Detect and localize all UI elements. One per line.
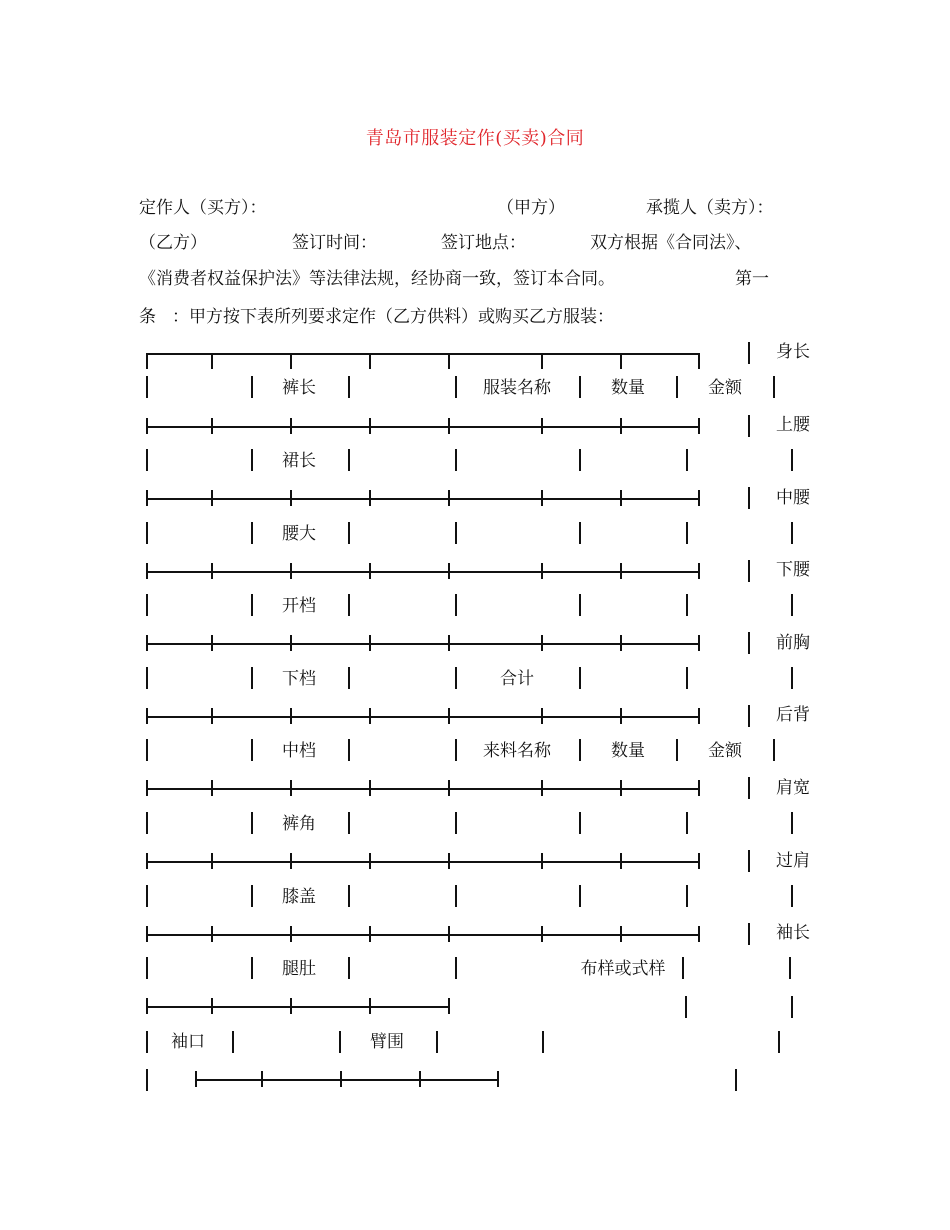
rule-tick [369, 998, 371, 1014]
rule-tick [369, 780, 371, 796]
rule-tick [261, 1071, 263, 1087]
cell-border [735, 1069, 737, 1091]
rule-tick [369, 853, 371, 869]
right-label: 上腰 [776, 415, 810, 435]
cell-border [748, 342, 750, 364]
rule-tick [448, 563, 450, 579]
rule-tick [146, 708, 148, 724]
cell-border [686, 449, 688, 471]
cell-border [748, 923, 750, 945]
cell-border [348, 594, 350, 616]
cell-border [789, 957, 791, 979]
rule-tick [146, 490, 148, 506]
rule-tick [211, 490, 213, 506]
cell-border [348, 376, 350, 398]
cell-border [251, 449, 253, 471]
row-label: 裙长 [282, 451, 316, 471]
rule-tick [698, 563, 700, 579]
cell-border [348, 957, 350, 979]
rule-tick [497, 1071, 499, 1087]
rule-tick [211, 780, 213, 796]
rule-tick [211, 635, 213, 651]
table-rule [146, 716, 699, 718]
rule-tick [620, 853, 622, 869]
cell-border [455, 957, 457, 979]
rule-tick [541, 780, 543, 796]
seller-label: 承揽人（卖方）： [646, 198, 774, 218]
rule-tick [698, 708, 700, 724]
cell-border [251, 739, 253, 761]
buyer-label: 定作人（买方）： [139, 198, 267, 218]
rule-tick [146, 418, 148, 434]
rule-tick [369, 563, 371, 579]
right-label: 过肩 [776, 851, 810, 871]
rule-tick [448, 708, 450, 724]
cell-border [348, 885, 350, 907]
rule-tick [541, 635, 543, 651]
cell-border [579, 812, 581, 834]
row-label: 中档 [282, 741, 316, 761]
table-rule [146, 861, 699, 863]
rule-tick [290, 780, 292, 796]
cell-border [339, 1031, 341, 1053]
cell-border [748, 705, 750, 727]
rule-tick [541, 490, 543, 506]
rule-tick [620, 708, 622, 724]
rule-tick [146, 563, 148, 579]
party-a-label: （甲方） [497, 198, 565, 218]
cell-border [146, 957, 148, 979]
table-rule [146, 934, 699, 936]
garment-name-header: 服装名称 [483, 378, 551, 398]
cell-border [455, 522, 457, 544]
rule-tick [211, 708, 213, 724]
rule-tick [290, 853, 292, 869]
cell-border [791, 522, 793, 544]
rule-tick [541, 418, 543, 434]
cell-border [748, 850, 750, 872]
right-label: 肩宽 [776, 778, 810, 798]
rule-tick [211, 998, 213, 1014]
cell-border [579, 376, 581, 398]
rule-tick [620, 780, 622, 796]
cell-border [146, 1069, 148, 1091]
row-label: 开档 [282, 596, 316, 616]
table-rule [146, 1006, 448, 1008]
cell-border [748, 777, 750, 799]
rule-tick [211, 853, 213, 869]
rule-tick [369, 926, 371, 942]
rule-tick [448, 353, 450, 369]
cell-border [455, 376, 457, 398]
cell-border [579, 739, 581, 761]
table-rule [146, 643, 699, 645]
rule-tick [369, 353, 371, 369]
row-label: 下档 [282, 669, 316, 689]
cell-border [676, 376, 678, 398]
cell-border [579, 667, 581, 689]
cell-border [146, 522, 148, 544]
rule-tick [698, 635, 700, 651]
rule-tick [698, 490, 700, 506]
row-label: 腿肚 [282, 959, 316, 979]
rule-tick [541, 353, 543, 369]
laws-text: 《消费者权益保护法》等法律法规，经协商一致，签订本合同。 [139, 269, 615, 289]
cell-border [579, 449, 581, 471]
cell-border [778, 1031, 780, 1053]
amount-header: 金额 [708, 741, 742, 761]
cell-border [348, 522, 350, 544]
row-label: 裤长 [282, 378, 316, 398]
rule-tick [146, 998, 148, 1014]
party-b-label: （乙方） [139, 233, 207, 253]
cuff-label: 袖口 [171, 1032, 205, 1052]
cell-border [773, 376, 775, 398]
cell-border [686, 522, 688, 544]
article-word: 第一 [735, 269, 769, 289]
rule-tick [290, 708, 292, 724]
material-name-header: 来料名称 [483, 741, 551, 761]
cell-border [251, 667, 253, 689]
cell-border [676, 739, 678, 761]
rule-tick [211, 353, 213, 369]
right-label: 后背 [776, 705, 810, 725]
sign-place-label: 签订地点： [441, 233, 526, 253]
rule-tick [211, 563, 213, 579]
right-label: 袖长 [776, 923, 810, 943]
rule-tick [620, 418, 622, 434]
rule-tick [620, 490, 622, 506]
rule-tick [290, 998, 292, 1014]
rule-tick [541, 708, 543, 724]
cell-border [348, 449, 350, 471]
article-text: ：甲方按下表所列要求定作（乙方供料）或购买乙方服装： [172, 307, 614, 327]
cell-border [146, 739, 148, 761]
total-label: 合计 [500, 669, 534, 689]
table-rule [195, 1079, 498, 1081]
cell-border [791, 885, 793, 907]
cell-border [748, 415, 750, 437]
rule-tick [369, 635, 371, 651]
cell-border [146, 667, 148, 689]
cell-border [146, 812, 148, 834]
right-label: 中腰 [776, 488, 810, 508]
row-label: 腰大 [282, 524, 316, 544]
rule-tick [448, 635, 450, 651]
rule-tick [146, 780, 148, 796]
cell-border [686, 667, 688, 689]
cell-border [251, 376, 253, 398]
cell-border [455, 885, 457, 907]
table-rule [146, 571, 699, 573]
rule-tick [698, 353, 700, 369]
cell-border [436, 1031, 438, 1053]
rule-tick [369, 708, 371, 724]
cell-border [455, 739, 457, 761]
cell-border [455, 594, 457, 616]
cell-border [251, 522, 253, 544]
cell-border [748, 560, 750, 582]
rule-tick [620, 353, 622, 369]
sign-time-label: 签订时间： [292, 233, 377, 253]
cell-border [251, 957, 253, 979]
cell-border [748, 487, 750, 509]
rule-tick [448, 998, 450, 1014]
cell-border [686, 812, 688, 834]
rule-tick [369, 418, 371, 434]
rule-tick [146, 853, 148, 869]
fabric-sample-label: 布样或式样 [580, 959, 666, 979]
rule-tick [698, 418, 700, 434]
rule-tick [211, 418, 213, 434]
rule-tick [541, 563, 543, 579]
rule-tick [419, 1071, 421, 1087]
rule-tick [290, 353, 292, 369]
cell-border [686, 885, 688, 907]
cell-border [146, 376, 148, 398]
table-rule [146, 353, 699, 355]
rule-tick [211, 926, 213, 942]
rule-tick [698, 780, 700, 796]
cell-border [748, 632, 750, 654]
rule-tick [620, 635, 622, 651]
cell-border [348, 667, 350, 689]
rule-tick [195, 1071, 197, 1087]
rule-tick [448, 780, 450, 796]
rule-tick [448, 418, 450, 434]
row-label: 裤角 [282, 814, 316, 834]
rule-tick [620, 563, 622, 579]
cell-border [682, 957, 684, 979]
table-rule [146, 426, 699, 428]
contract-title: 青岛市服装定作(买卖)合同 [365, 128, 585, 149]
cell-border [251, 812, 253, 834]
rule-tick [290, 563, 292, 579]
cell-border [146, 1031, 148, 1053]
rule-tick [290, 418, 292, 434]
rule-tick [698, 926, 700, 942]
cell-border [348, 812, 350, 834]
cell-border [232, 1031, 234, 1053]
cell-border [579, 594, 581, 616]
article-tail: 条 [139, 307, 156, 327]
cell-border [686, 594, 688, 616]
basis-text: 双方根据《合同法》、 [590, 233, 752, 253]
rule-tick [146, 635, 148, 651]
cell-border [146, 594, 148, 616]
rule-tick [290, 635, 292, 651]
cell-border [146, 885, 148, 907]
rule-tick [369, 490, 371, 506]
right-label: 下腰 [776, 560, 810, 580]
rule-tick [541, 926, 543, 942]
cell-border [542, 1031, 544, 1053]
cell-border [455, 667, 457, 689]
right-label: 身长 [776, 342, 810, 362]
rule-tick [448, 853, 450, 869]
cell-border [791, 667, 793, 689]
cell-border [579, 885, 581, 907]
table-rule [146, 788, 699, 790]
rule-tick [290, 490, 292, 506]
cell-border [791, 812, 793, 834]
cell-border [251, 594, 253, 616]
rule-tick [146, 926, 148, 942]
cell-border [579, 522, 581, 544]
rule-tick [340, 1071, 342, 1087]
cell-border [251, 885, 253, 907]
rule-tick [541, 853, 543, 869]
cell-border [455, 449, 457, 471]
arm-label: 臂围 [370, 1032, 404, 1052]
rule-tick [290, 926, 292, 942]
cell-border [773, 739, 775, 761]
cell-border [146, 449, 148, 471]
row-label: 膝盖 [282, 887, 316, 907]
cell-border [791, 996, 793, 1018]
cell-border [685, 996, 687, 1018]
cell-border [791, 449, 793, 471]
table-rule [146, 498, 699, 500]
amount-header: 金额 [708, 378, 742, 398]
cell-border [791, 594, 793, 616]
rule-tick [448, 926, 450, 942]
rule-tick [620, 926, 622, 942]
quantity-header: 数量 [611, 378, 645, 398]
cell-border [455, 812, 457, 834]
rule-tick [448, 490, 450, 506]
quantity-header: 数量 [611, 741, 645, 761]
rule-tick [698, 853, 700, 869]
rule-tick [146, 353, 148, 369]
right-label: 前胸 [776, 633, 810, 653]
cell-border [348, 739, 350, 761]
